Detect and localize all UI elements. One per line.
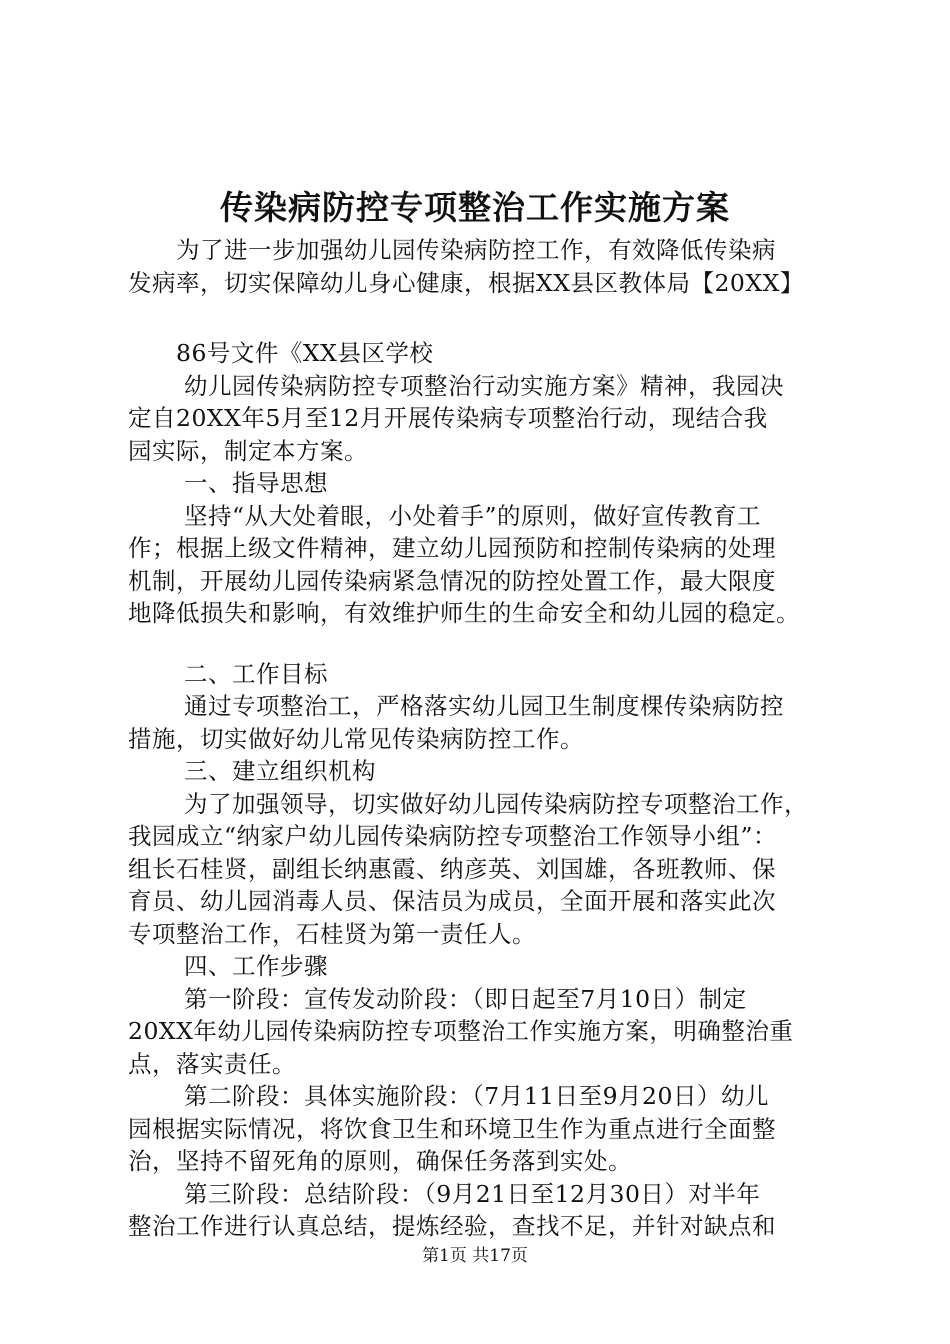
body-line: 20XX年幼儿园传染病防控专项整治工作实施方案，明确整治重 bbox=[128, 1017, 794, 1045]
body-line: 坚持“从大处着眼，小处着手”的原则，做好宣传教育工 bbox=[184, 501, 762, 530]
section-heading: 三、建立组织机构 bbox=[184, 757, 376, 785]
body-line: 专项整治工作，石桂贤为第一责任人。 bbox=[128, 919, 536, 948]
body-line: 整治工作进行认真总结，提炼经验，查找不足，并针对缺点和 bbox=[128, 1212, 776, 1240]
body-line: 为了进一步加强幼儿园传染病防控工作，有效降低传染病 bbox=[176, 236, 776, 264]
document-body bbox=[128, 234, 848, 1243]
body-line: 地降低损失和影响，有效维护师生的生命安全和幼儿园的稳定。 bbox=[128, 599, 800, 627]
body-line: 通过专项整治工，严格落实幼儿园卫生制度棵传染病防控 bbox=[184, 692, 784, 720]
paragraph-gap bbox=[128, 630, 848, 658]
body-line: 86号文件《XX县区学校 bbox=[176, 339, 434, 367]
page-footer: 第1页 共17页 bbox=[422, 1246, 528, 1266]
body-line: 园根据实际情况，将饮食卫生和环境卫生作为重点进行全面整 bbox=[128, 1114, 776, 1143]
body-line: 措施，切实做好幼儿常见传染病防控工作。 bbox=[128, 724, 584, 753]
paragraph-gap bbox=[128, 299, 848, 337]
body-line: 第三阶段：总结阶段：（9月21日至12月30日）对半年 bbox=[184, 1179, 761, 1208]
body-line: 治，坚持不留死角的原则，确保任务落到实处。 bbox=[128, 1147, 632, 1175]
section-heading: 一、指导思想 bbox=[184, 469, 328, 497]
section-heading: 四、工作步骤 bbox=[184, 952, 328, 980]
body-line: 作；根据上级文件精神，建立幼儿园预防和控制传染病的处理 bbox=[128, 534, 776, 562]
body-line: 发病率，切实保障幼儿身心健康，根据XX县区教体局【20XX】 bbox=[128, 268, 804, 297]
body-line: 幼儿园传染病防控专项整治行动实施方案》精神，我园决 bbox=[184, 371, 784, 400]
body-line: 定自20XX年5月至12月开展传染病专项整治行动，现结合我 bbox=[128, 404, 768, 432]
body-line: 机制，开展幼儿园传染病紧急情况的防控处置工作，最大限度 bbox=[128, 566, 776, 595]
body-line: 组长石桂贤，副组长纳惠霞、纳彦英、刘国雄，各班教师、保 bbox=[128, 854, 776, 883]
body-line: 育员、幼儿园消毒人员、保洁员为成员，全面开展和落实此次 bbox=[128, 887, 776, 915]
body-line: 我园成立“纳家户幼儿园传染病防控专项整治工作领导小组”： bbox=[128, 822, 778, 850]
body-line: 点，落实责任。 bbox=[128, 1049, 296, 1078]
body-line: 为了加强领导，切实做好幼儿园传染病防控专项整治工作， bbox=[184, 789, 808, 818]
body-line: 第一阶段：宣传发动阶段：（即日起至7月10日）制定 bbox=[184, 984, 747, 1013]
body-line: 第二阶段：具体实施阶段：（7月11日至9月20日）幼儿 bbox=[184, 1082, 769, 1110]
document-title: 传染病防控专项整治工作实施方案 bbox=[220, 188, 730, 227]
section-heading: 二、工作目标 bbox=[184, 659, 328, 688]
body-line: 园实际，制定本方案。 bbox=[128, 436, 368, 465]
